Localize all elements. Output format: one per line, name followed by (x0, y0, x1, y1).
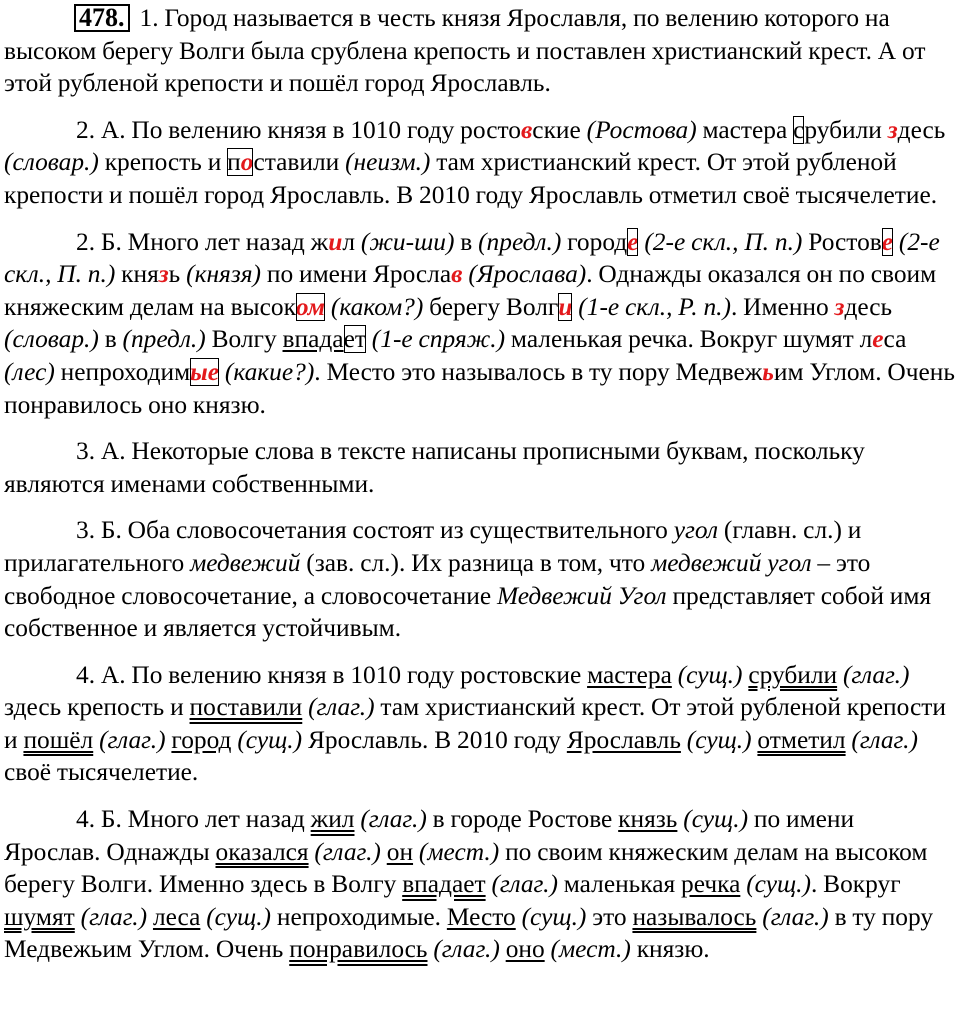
text: ские (532, 115, 587, 144)
text: непроходимые. (271, 902, 447, 931)
text: там христианский крест. От этой рубленой крепости и (4, 693, 946, 754)
grammar-note: (жи-ши) (360, 227, 455, 256)
grammar-note: (глаг.) (74, 902, 153, 931)
predicate-word: срубили (748, 660, 838, 689)
italic-term: медвежий (190, 548, 301, 577)
grammar-note: (глаг.) (302, 693, 375, 722)
grammar-note: (2-е скл., П. п.) (4, 227, 940, 289)
predicate-word: пошёл (23, 725, 94, 754)
text: 4. Б. Много лет назад (76, 805, 311, 834)
text: в ту пору Медвежьим Углом. Очень (4, 902, 934, 964)
subject-word: город (171, 725, 232, 754)
paragraph-4a (4, 659, 956, 789)
grammar-note: (Ярослава) (468, 260, 587, 289)
paragraph-3a: 3. А. Некоторые слова в тексте написаны прописными буквам, поскольку являются именами собственными. (4, 437, 865, 498)
predicate-word: поставили (189, 693, 303, 722)
grammar-note: (сущ.) (515, 902, 587, 931)
predicate-word: шумят (4, 902, 75, 931)
text: это (586, 902, 633, 931)
subject-word: мастера (587, 660, 672, 689)
italic-term: угол (673, 516, 719, 545)
answer-1-text: 1. Город называется в честь князя Ярославля, по велению которого на высоком берегу Волги была срублена крепость и поставлен христианский крест. А от этой рубленой крепости и пошёл город Ярославль. (4, 4, 926, 98)
predicate-word: оказался (215, 837, 309, 866)
predicate-word: впадает (402, 870, 486, 899)
prefix-mark (227, 148, 253, 176)
grammar-note: (глаг.) (93, 725, 172, 754)
text: кня (115, 260, 159, 289)
predicate-word: отметил (757, 725, 846, 754)
text: по имени Ярослав. Однажды (4, 805, 855, 866)
paragraph-2b (4, 226, 956, 422)
text: 2. Б. Много лет назад ж (76, 227, 329, 256)
text: в городе Ростове (426, 805, 619, 834)
grammar-note: (2-е скл., П. п.) (644, 227, 803, 256)
subject-word: князь (618, 805, 678, 834)
text: Ростов (802, 227, 882, 256)
grammar-note: (словар.) (4, 148, 99, 177)
text: по своим княжеским делам на высоком берегу Волги. Именно здесь в Волгу (4, 837, 928, 899)
grammar-note: (глаг.) (354, 805, 427, 834)
grammar-note: (какие?) (224, 357, 315, 386)
text: ставили (253, 148, 340, 177)
grammar-note: (сущ.) (671, 660, 749, 689)
text: 4. А. По велению князя в 1010 году ростовские (76, 660, 588, 689)
text: непроходим (54, 357, 191, 386)
subject-word: Место (446, 902, 516, 931)
text: п (227, 148, 241, 177)
paragraph-1 (4, 2, 956, 100)
ending-box: ые (190, 357, 220, 386)
grammar-note: (сущ.) (680, 725, 758, 754)
text: Ярославль. В 2010 году (302, 725, 567, 754)
ending-box: ом (295, 292, 326, 321)
grammar-note: (предл.) (478, 227, 562, 256)
subject-word: леса (152, 902, 201, 931)
italic-term: медвежий угол (651, 548, 812, 577)
text: л (342, 227, 361, 256)
predicate-word: жил (310, 805, 355, 834)
text: город (561, 227, 628, 256)
grammar-note: (словар.) (4, 325, 99, 354)
text: ь (168, 260, 187, 289)
subject-word: оно (505, 935, 545, 964)
highlight-letter: и (328, 227, 343, 256)
grammar-note: (мест.) (544, 935, 631, 964)
predicate-word: понравилось (289, 935, 428, 964)
prefix-mark: с (793, 115, 805, 144)
highlight-letter: о (240, 148, 254, 177)
text: (главн. сл.) и прилагательного (4, 516, 862, 577)
highlight-letter: в (451, 260, 463, 289)
grammar-note: (1-е скл., Р. п.) (578, 292, 731, 321)
grammar-note: (глаг.) (756, 902, 829, 931)
highlight-letter: е (872, 325, 884, 354)
highlight-letter: з (887, 115, 898, 144)
text: са (883, 325, 907, 354)
grammar-note: (глаг.) (485, 870, 558, 899)
subject-word: речка (681, 870, 741, 899)
text: . Однажды оказался он по своим княжеским делам на высок (4, 260, 937, 321)
text: . Вокруг (810, 870, 901, 899)
text: крепость и (98, 148, 228, 177)
grammar-note: (Ростова) (586, 115, 697, 144)
text: – это свободное словосочетание, а словосочетание (4, 548, 871, 610)
root-mark: впада (282, 325, 344, 354)
grammar-note: (лес) (4, 357, 55, 386)
italic-term: Медвежий Угол (496, 581, 667, 610)
grammar-note: (мест.) (413, 837, 500, 866)
highlight-letter: з (834, 292, 845, 321)
grammar-note: (каком?) (330, 292, 424, 321)
grammar-note: (сущ.) (231, 725, 303, 754)
highlight-letter: ь (762, 357, 774, 386)
predicate-word: называлось (632, 902, 757, 931)
grammar-note: (1-е спряж.) (371, 325, 506, 354)
grammar-note: (князя) (186, 260, 262, 289)
paragraph-2a (4, 114, 956, 212)
grammar-note: (глаг.) (427, 935, 506, 964)
text: здесь крепость и (4, 693, 190, 722)
text: десь (897, 115, 946, 144)
paragraph-3b (4, 514, 956, 644)
grammar-note: (неизм.) (345, 148, 431, 177)
text: рубили (804, 115, 882, 144)
highlight-letter: в (520, 115, 533, 144)
text: по имени Яросла (261, 260, 452, 289)
grammar-note: (глаг.) (308, 837, 387, 866)
grammar-note: (предл.) (122, 325, 206, 354)
highlight-letter: з (158, 260, 169, 289)
grammar-note: (глаг.) (845, 725, 918, 754)
text: десь (844, 292, 893, 321)
text: своё тысячелетие. (4, 758, 199, 787)
grammar-note: (сущ.) (740, 870, 811, 899)
text: в (454, 227, 479, 256)
text: берегу Волг (423, 292, 559, 321)
text: . Место это называлось в ту пору Медвеж (314, 357, 763, 386)
ending-box: е (881, 227, 894, 256)
text: там христианский крест. От этой рубленой крепости и пошёл город Ярославль. В 2010 году Ярославль отметил своё тысячелетие. (4, 148, 938, 209)
subject-word: Ярославль (566, 725, 681, 754)
ending-box: ет (343, 325, 366, 354)
text: 2. А. По велению князя в 1010 году росто (76, 115, 521, 144)
text: в (98, 325, 123, 354)
text: . Именно (730, 292, 835, 321)
text: Волгу (205, 325, 283, 354)
text: мастера (696, 115, 794, 144)
exercise-document (4, 2, 956, 980)
text: князю. (630, 935, 710, 964)
text: маленькая (557, 870, 682, 899)
text: 3. Б. Оба словосочетания состоят из существительного (76, 516, 674, 545)
text: им Углом. Очень понравилось оно князю. (4, 357, 955, 419)
paragraph-4b (4, 803, 956, 966)
text: (зав. сл.). Их разница в том, что (300, 548, 652, 577)
exercise-number: 478. (74, 4, 130, 32)
grammar-note: (глаг.) (837, 660, 910, 689)
text: маленькая речка. Вокруг шумят л (505, 325, 873, 354)
ending-box: и (558, 292, 573, 321)
grammar-note: (сущ.) (200, 902, 272, 931)
text: представляет собой имя собственное и является устойчивым. (4, 581, 932, 643)
grammar-note: (сущ.) (677, 805, 749, 834)
subject-word: он (386, 837, 414, 866)
ending-box: е (627, 227, 639, 256)
